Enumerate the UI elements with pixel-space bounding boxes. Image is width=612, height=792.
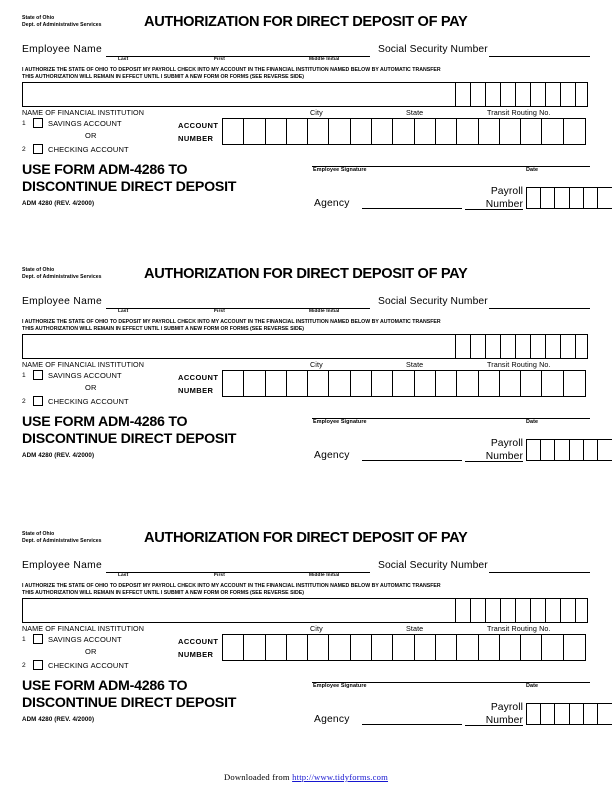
name-sublabel-first: First — [214, 57, 225, 62]
account-number-label — [178, 371, 218, 397]
checking-option-number: 2 — [22, 146, 26, 153]
agency-identifier — [22, 531, 102, 544]
account-type-section — [22, 118, 590, 162]
agency-line-2: Dept. of Administrative Services — [22, 273, 102, 280]
name-sublabel-first: First — [214, 573, 225, 578]
authorization-line-1: I AUTHORIZE THE STATE OF OHIO TO DEPOSIT MY PAYROLL CHECK INTO MY ACCOUNT IN THE FINANCIAL INSTITUTION NAMED BELOW BY AUTOMATIC TRANSFER — [22, 67, 441, 73]
checking-option-number: 2 — [22, 398, 26, 405]
account-number-label-line-1: ACCOUNT — [178, 121, 219, 130]
agency-line-2: Dept. of Administrative Services — [22, 537, 102, 544]
savings-option-number: 1 — [22, 372, 26, 379]
transit-routing-cells[interactable] — [455, 82, 590, 107]
agency-input[interactable] — [362, 724, 462, 725]
name-sublabel-first: First — [214, 309, 225, 314]
employee-name-row — [22, 296, 590, 318]
footer-prefix: Downloaded from — [223, 772, 293, 782]
payroll-number-label — [465, 186, 523, 211]
payroll-number-cells[interactable] — [526, 439, 612, 461]
authorization-text — [22, 583, 590, 598]
employee-signature-label: Employee Signature — [313, 167, 367, 173]
authorization-text — [22, 67, 590, 82]
checking-account-label: CHECKING ACCOUNT — [48, 145, 129, 154]
name-sublabel-middle-initial: Middle Initial — [309, 57, 340, 62]
checking-option-number: 2 — [22, 662, 26, 669]
form-bottom-section — [22, 678, 590, 732]
savings-account-checkbox[interactable] — [33, 634, 43, 644]
agency-line-1: State of Ohio — [22, 15, 55, 21]
form-copy-1 — [22, 14, 590, 216]
page-title: AUTHORIZATION FOR DIRECT DEPOSIT OF PAY — [144, 530, 468, 546]
employee-signature-label: Employee Signature — [313, 683, 367, 689]
agency-input[interactable] — [362, 208, 462, 209]
authorization-line-1: I AUTHORIZE THE STATE OF OHIO TO DEPOSIT MY PAYROLL CHECK INTO MY ACCOUNT IN THE FINANCIAL INSTITUTION NAMED BELOW BY AUTOMATIC TRANSFER — [22, 319, 441, 325]
account-number-label-line-1: ACCOUNT — [178, 637, 219, 646]
agency-line-1: State of Ohio — [22, 531, 55, 537]
date-label: Date — [526, 419, 539, 425]
payroll-label-underline — [465, 461, 523, 462]
financial-institution-section — [22, 334, 590, 370]
checking-account-label: CHECKING ACCOUNT — [48, 397, 129, 406]
payroll-label-underline — [465, 725, 523, 726]
form-bottom-section — [22, 162, 590, 216]
date-label: Date — [526, 167, 539, 173]
financial-institution-label: NAME OF FINANCIAL INSTITUTION — [22, 624, 145, 633]
payroll-label-line-1: Payroll — [490, 186, 523, 197]
state-label: State — [406, 360, 424, 369]
state-label: State — [406, 108, 424, 117]
payroll-number-label — [465, 438, 523, 463]
discontinue-line-2: DISCONTINUE DIRECT DEPOSIT — [22, 179, 237, 195]
name-sublabel-middle-initial: Middle Initial — [309, 309, 340, 314]
payroll-number-cells[interactable] — [526, 187, 612, 209]
account-number-cells[interactable] — [222, 118, 586, 145]
transit-routing-cells[interactable] — [455, 598, 590, 623]
account-number-label-line-2: NUMBER — [178, 386, 214, 395]
employee-name-label: Employee Name — [22, 44, 103, 55]
form-header — [22, 266, 590, 296]
ssn-input[interactable] — [489, 56, 590, 57]
payroll-number-cells[interactable] — [526, 703, 612, 725]
footer-url[interactable]: http://www.tidyforms.com — [292, 772, 389, 782]
payroll-label-underline — [465, 209, 523, 210]
ssn-label: Social Security Number — [378, 296, 488, 307]
discontinue-line-1: USE FORM ADM-4286 TO — [22, 414, 188, 430]
discontinue-notice — [22, 678, 236, 712]
name-sublabel-last: Last — [118, 309, 129, 314]
ssn-label: Social Security Number — [378, 44, 488, 55]
or-label: OR — [85, 383, 97, 392]
form-copy-2 — [22, 266, 590, 468]
agency-identifier — [22, 15, 102, 28]
name-sublabel-last: Last — [118, 57, 129, 62]
form-bottom-section — [22, 414, 590, 468]
agency-input[interactable] — [362, 460, 462, 461]
ssn-input[interactable] — [489, 572, 590, 573]
page-footer — [0, 772, 612, 782]
authorization-line-2: THIS AUTHORIZATION WILL REMAIN IN EFFECT UNTIL I SUBMIT A NEW FORM OR FORMS (SEE REVERSE SIDE) — [22, 590, 304, 597]
checking-account-checkbox[interactable] — [33, 660, 43, 670]
account-number-label — [178, 119, 218, 145]
savings-option-number: 1 — [22, 636, 26, 643]
employee-name-label: Employee Name — [22, 296, 103, 307]
transit-routing-label: Transit Routing No. — [487, 360, 551, 369]
payroll-label-line-2: Number — [485, 714, 523, 726]
form-header — [22, 530, 590, 560]
payroll-label-line-1: Payroll — [490, 438, 523, 449]
page-title: AUTHORIZATION FOR DIRECT DEPOSIT OF PAY — [144, 266, 468, 282]
savings-account-label: SAVINGS ACCOUNT — [48, 371, 122, 380]
city-label: City — [310, 108, 323, 117]
financial-institution-label: NAME OF FINANCIAL INSTITUTION — [22, 360, 145, 369]
account-type-section — [22, 370, 590, 414]
discontinue-line-2: DISCONTINUE DIRECT DEPOSIT — [22, 695, 237, 711]
discontinue-line-2: DISCONTINUE DIRECT DEPOSIT — [22, 431, 237, 447]
employee-signature-label: Employee Signature — [313, 419, 367, 425]
checking-account-checkbox[interactable] — [33, 396, 43, 406]
discontinue-line-1: USE FORM ADM-4286 TO — [22, 162, 188, 178]
authorization-text — [22, 319, 590, 334]
discontinue-line-1: USE FORM ADM-4286 TO — [22, 678, 188, 694]
employee-name-label: Employee Name — [22, 560, 103, 571]
agency-identifier — [22, 267, 102, 280]
form-revision-code: ADM 4280 (REV. 4/2000) — [22, 452, 95, 459]
transit-routing-label: Transit Routing No. — [487, 108, 551, 117]
account-number-cells[interactable] — [222, 634, 586, 661]
payroll-number-label — [465, 702, 523, 727]
form-copy-3 — [22, 530, 590, 732]
institution-labels — [22, 108, 588, 118]
agency-label: Agency — [314, 198, 350, 209]
or-label: OR — [85, 131, 97, 140]
page-title: AUTHORIZATION FOR DIRECT DEPOSIT OF PAY — [144, 14, 468, 30]
agency-label: Agency — [314, 450, 350, 461]
payroll-label-line-2: Number — [485, 198, 523, 210]
employee-name-row — [22, 44, 590, 66]
savings-account-checkbox[interactable] — [33, 370, 43, 380]
checking-account-checkbox[interactable] — [33, 144, 43, 154]
authorization-line-2: THIS AUTHORIZATION WILL REMAIN IN EFFECT UNTIL I SUBMIT A NEW FORM OR FORMS (SEE REVERSE SIDE) — [22, 326, 304, 333]
account-number-label-line-2: NUMBER — [178, 650, 214, 659]
ssn-label: Social Security Number — [378, 560, 488, 571]
payroll-label-line-2: Number — [485, 450, 523, 462]
institution-labels — [22, 624, 588, 634]
state-label: State — [406, 624, 424, 633]
authorization-line-2: THIS AUTHORIZATION WILL REMAIN IN EFFECT UNTIL I SUBMIT A NEW FORM OR FORMS (SEE REVERSE SIDE) — [22, 74, 304, 81]
account-number-cells[interactable] — [222, 370, 586, 397]
city-label: City — [310, 624, 323, 633]
account-number-label-line-2: NUMBER — [178, 134, 214, 143]
discontinue-notice — [22, 162, 236, 196]
account-number-label — [178, 635, 218, 661]
agency-line-2: Dept. of Administrative Services — [22, 21, 102, 28]
transit-routing-cells[interactable] — [455, 334, 590, 359]
agency-label: Agency — [314, 714, 350, 725]
ssn-input[interactable] — [489, 308, 590, 309]
employee-name-row — [22, 560, 590, 582]
name-sublabel-middle-initial: Middle Initial — [309, 573, 340, 578]
form-header — [22, 14, 590, 44]
financial-institution-section — [22, 82, 590, 118]
financial-institution-label: NAME OF FINANCIAL INSTITUTION — [22, 108, 145, 117]
form-revision-code: ADM 4280 (REV. 4/2000) — [22, 716, 95, 723]
date-label: Date — [526, 683, 539, 689]
or-label: OR — [85, 647, 97, 656]
transit-routing-label: Transit Routing No. — [487, 624, 551, 633]
checking-account-label: CHECKING ACCOUNT — [48, 661, 129, 670]
savings-account-label: SAVINGS ACCOUNT — [48, 119, 122, 128]
name-sublabel-last: Last — [118, 573, 129, 578]
authorization-line-1: I AUTHORIZE THE STATE OF OHIO TO DEPOSIT MY PAYROLL CHECK INTO MY ACCOUNT IN THE FINANCIAL INSTITUTION NAMED BELOW BY AUTOMATIC TRANSFER — [22, 583, 441, 589]
agency-line-1: State of Ohio — [22, 267, 55, 273]
discontinue-notice — [22, 414, 236, 448]
account-number-label-line-1: ACCOUNT — [178, 373, 219, 382]
savings-option-number: 1 — [22, 120, 26, 127]
city-label: City — [310, 360, 323, 369]
payroll-label-line-1: Payroll — [490, 702, 523, 713]
institution-labels — [22, 360, 588, 370]
savings-account-checkbox[interactable] — [33, 118, 43, 128]
savings-account-label: SAVINGS ACCOUNT — [48, 635, 122, 644]
financial-institution-section — [22, 598, 590, 634]
account-type-section — [22, 634, 590, 678]
form-revision-code: ADM 4280 (REV. 4/2000) — [22, 200, 95, 207]
